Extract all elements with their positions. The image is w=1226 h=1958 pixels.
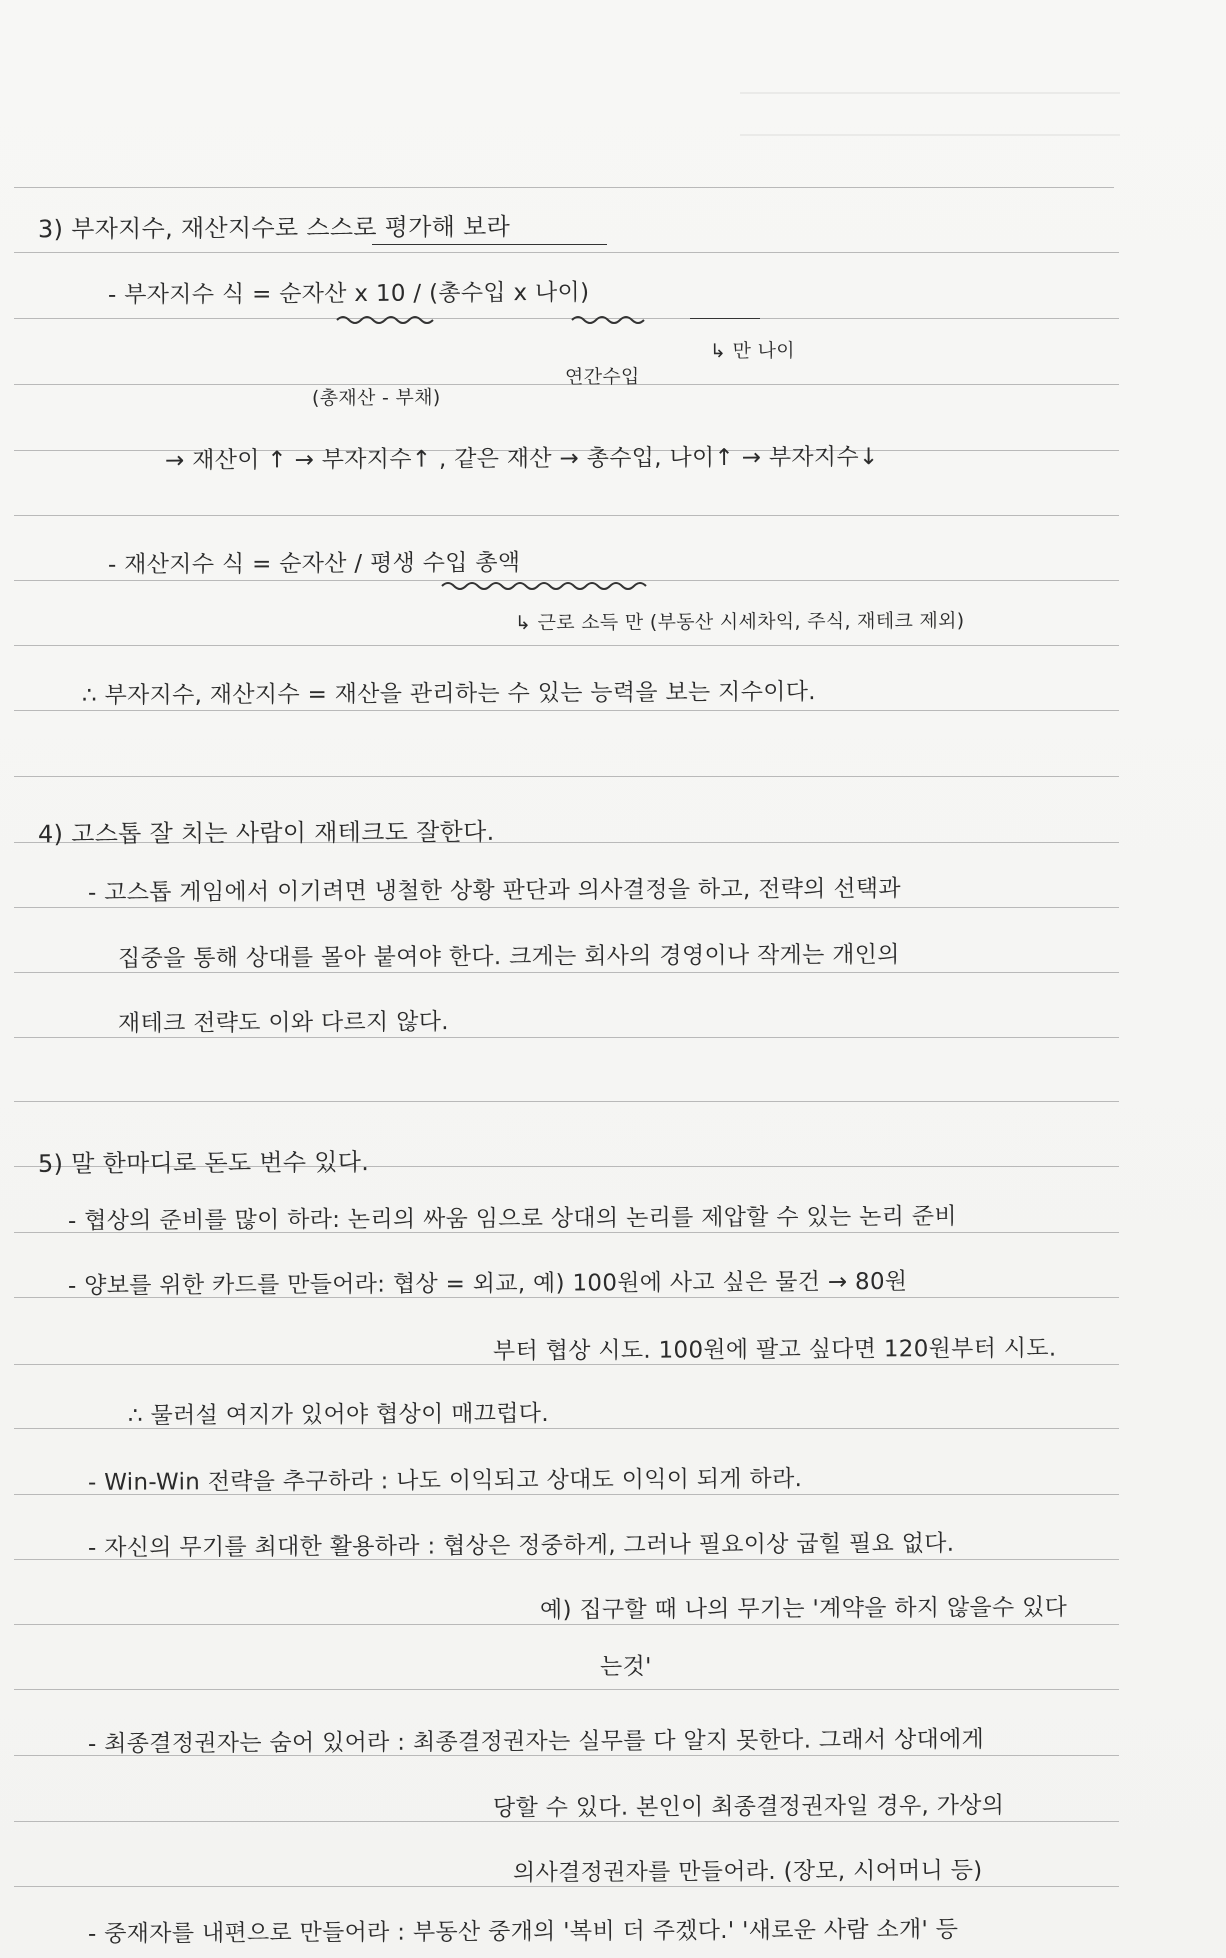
squiggle-underline (335, 312, 440, 328)
rule-line (14, 710, 1119, 711)
rule-line (14, 318, 1119, 319)
age-underline (690, 318, 760, 319)
negotiation-tip-1: - 협상의 준비를 많이 하라: 논리의 싸움 임으로 상대의 논리를 제압할 수 있는 논리 준비 (67, 1203, 957, 1235)
rule-line (14, 776, 1119, 777)
section-4-line-2: 집중을 통해 상대를 몰아 붙여야 한다. 크게는 회사의 경영이나 작게는 개인의 (117, 941, 900, 973)
rule-line (14, 1689, 1119, 1690)
annotation-labor-income: ↳ 근로 소득 만 (부동산 시세차익, 주식, 재테크 제외) (514, 609, 965, 635)
negotiation-tip-6: - 중재자를 내편으로 만들어라 : 부동산 중개의 '복비 더 주겠다.' '새로운 사람 소개' 등 (87, 1916, 959, 1948)
annotation-age: ↳ 만 나이 (709, 339, 795, 363)
negotiation-tip-2-continued: 부터 협상 시도. 100원에 팔고 싶다면 120원부터 시도. (492, 1335, 1057, 1365)
rule-line (14, 252, 1119, 253)
rule-line (14, 515, 1119, 516)
negotiation-tip-5-end: 의사결정권자를 만들어라. (장모, 시어머니 등) (512, 1857, 983, 1887)
section-4-line-3: 재테크 전략도 이와 다르지 않다. (117, 1009, 449, 1037)
rule-line (14, 187, 1114, 188)
section-4-line-1: - 고스톱 게임에서 이기려면 냉철한 상황 판단과 의사결정을 하고, 전략의 선택과 (87, 875, 901, 907)
title-underline (372, 244, 607, 245)
negotiation-tip-4: - 자신의 무기를 최대한 활용하라 : 협상은 정중하게, 그러나 필요이상 굽힐 필요 없다. (87, 1530, 955, 1562)
rule-line (14, 1101, 1119, 1102)
rule-line (14, 907, 1119, 908)
annotation-net-assets: (총재산 - 부채) (311, 386, 441, 410)
faint-header-mark (740, 92, 1120, 136)
wealth-index-explanation: → 재산이 ↑ → 부자지수↑ , 같은 재산 → 총수입, 나이↑ → 부자지수↓ (164, 444, 879, 474)
negotiation-tip-4-example-end: 는것' (599, 1653, 652, 1681)
wealth-index-formula: - 부자지수 식 = 순자산 x 10 / (총수입 x 나이) (107, 279, 590, 309)
squiggle-underline (570, 312, 650, 328)
section-4-title: 4) 고스톱 잘 치는 사람이 재테크도 잘한다. (37, 817, 495, 849)
negotiation-tip-3: - Win-Win 전략을 추구하라 : 나도 이익되고 상대도 이익이 되게 하라. (87, 1466, 803, 1496)
section-5-title: 5) 말 한마디로 돈도 번수 있다. (37, 1148, 370, 1178)
negotiation-tip-5: - 최종결정권자는 숨어 있어라 : 최종결정권자는 실무를 다 알지 못한다. 그래서 상대에게 (87, 1726, 985, 1758)
negotiation-tip-2-conclusion: ∴ 물러설 여지가 있어야 협상이 매끄럽다. (127, 1400, 549, 1430)
asset-index-formula: - 재산지수 식 = 순자산 / 평생 수입 총액 (107, 549, 521, 579)
section-3-title: 3) 부자지수, 재산지수로 스스로 평가해 보라 (37, 212, 511, 244)
negotiation-tip-4-example: 예) 집구할 때 나의 무기는 '계약을 하지 않을수 있다 (539, 1594, 1068, 1624)
rule-line (14, 645, 1119, 646)
annotation-annual-income: 연간수입 (564, 365, 640, 389)
squiggle-underline (440, 578, 650, 594)
negotiation-tip-2: - 양보를 위한 카드를 만들어라: 협상 = 외교, 예) 100원에 사고 싶은 물건 → 80원 (67, 1268, 908, 1300)
negotiation-tip-5-continued: 당할 수 있다. 본인이 최종결정권자일 경우, 가상의 (492, 1792, 1005, 1822)
section-3-conclusion: ∴ 부자지수, 재산지수 = 재산을 관리하는 수 있는 능력을 보는 지수이다. (81, 679, 816, 709)
